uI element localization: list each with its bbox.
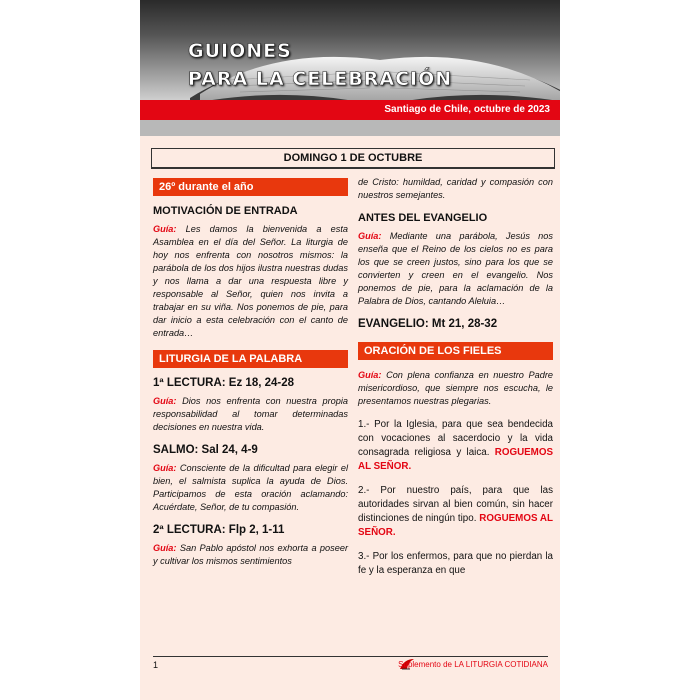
paragraph-motivacion	[153, 223, 348, 340]
section-header-oracion: ORACIÓN DE LOS FIELES	[358, 342, 553, 360]
paragraph-oracion	[358, 369, 553, 408]
paragraph-continuation: de Cristo: humildad, caridad y compasión con nuestros semejantes.	[358, 177, 553, 200]
antes-text: Mediante una parábola, Jesús nos enseña que el Reino de los cielos no es para los que se creen justos, sino para los que se convierten y creen en el evangelio. Nos ponemos de pie, para la aclamación de la Palabra de Dios, cantando Aleluia…	[358, 231, 553, 306]
day-title: DOMINGO 1 DE OCTUBRE	[283, 152, 423, 164]
petition-1	[358, 418, 553, 474]
guia-label: Guía:	[153, 543, 177, 553]
paragraph-lectura2	[153, 542, 348, 568]
oracion-text: Con plena confianza en nuestro Padre misericordioso, que siempre nos escucha, le presentamos nuestras plegarias.	[358, 370, 553, 406]
motivacion-text: Les damos la bienvenida a esta Asamblea en el día del Señor. La liturgia de hoy nos enfrenta con nosotros mismos: la parábola de los dos hijos ilustra nuestras dudas y nos llama a dar una respuesta libre y responsable al Señor, quien nos invita a trabajar en su viña. Nos ponemos de pie, para dar inicio a esta celebración con el canto de entrada…	[153, 224, 348, 338]
page-number: 1	[153, 660, 159, 670]
header-title-line1: GUIONES	[188, 40, 292, 62]
petition-3	[358, 550, 553, 578]
petition-2-text: 2.- Por nuestro país, para que las autoridades sirvan al bien común, sin hacer distinciones de ningún tipo.	[358, 485, 553, 524]
guia-label: Guía:	[358, 370, 382, 380]
paragraph-salmo	[153, 462, 348, 514]
page-footer	[153, 656, 548, 673]
guia-label: Guía:	[153, 463, 177, 473]
heading-salmo: SALMO: Sal 24, 4-9	[153, 444, 258, 456]
paragraph-lectura1	[153, 395, 348, 434]
heading-lectura2: 2ª LECTURA: Flp 2, 1-11	[153, 524, 285, 536]
supplement-note: Suplemento de LA LITURGIA COTIDIANA	[398, 660, 548, 669]
lectura1-text: Dios nos enfrenta con nuestra propia responsabilidad al tomar determinadas decisiones en nuestra vida.	[153, 396, 348, 432]
guia-label: Guía:	[153, 396, 177, 406]
petition-3-text: 3.- Por los enfermos, para que no pierdan la fe y la esperanza en que	[358, 551, 553, 576]
section-header-sunday: 26º durante el año	[153, 178, 348, 196]
section-header-liturgia: LITURGIA DE LA PALABRA	[153, 350, 348, 368]
document-page	[140, 0, 560, 700]
lectura2-text: San Pablo apóstol nos exhorta a poseer y cultivar los mismos sentimientos	[153, 543, 348, 566]
salmo-text: Consciente de la dificultad para elegir el bien, el salmista suplica la ayuda de Dios. Participamos de esta oración aclamando: Acuérdate, Señor, de tu compasión.	[153, 463, 348, 512]
guia-label: Guía:	[358, 231, 382, 241]
grey-band	[140, 120, 560, 136]
right-column	[358, 176, 553, 588]
header-title-line2: PARA LA CELEBRACIÓN	[188, 68, 453, 90]
roguemos-response: ROGUEMOS AL SEÑOR.	[358, 447, 553, 472]
day-title-box	[151, 148, 555, 169]
guia-label: Guía:	[153, 224, 177, 234]
heading-antes-evangelio: ANTES DEL EVANGELIO	[358, 212, 488, 224]
heading-lectura1: 1ª LECTURA: Ez 18, 24-28	[153, 377, 295, 389]
paragraph-antes-evangelio	[358, 230, 553, 308]
date-bar	[140, 100, 560, 120]
heading-evangelio: EVANGELIO: Mt 21, 28-32	[358, 318, 498, 330]
left-column	[153, 178, 348, 578]
petition-2	[358, 484, 553, 540]
roguemos-response: ROGUEMOS AL SEÑOR.	[358, 513, 553, 538]
petition-1-text: 1.- Por la Iglesia, para que sea bendecida con vocaciones al sacerdocio y la vida consagrada religiosa y laica.	[358, 419, 553, 458]
heading-motivacion: MOTIVACIÓN DE ENTRADA	[153, 205, 298, 217]
header-banner	[140, 0, 560, 100]
dateline: Santiago de Chile, octubre de 2023	[384, 104, 550, 115]
